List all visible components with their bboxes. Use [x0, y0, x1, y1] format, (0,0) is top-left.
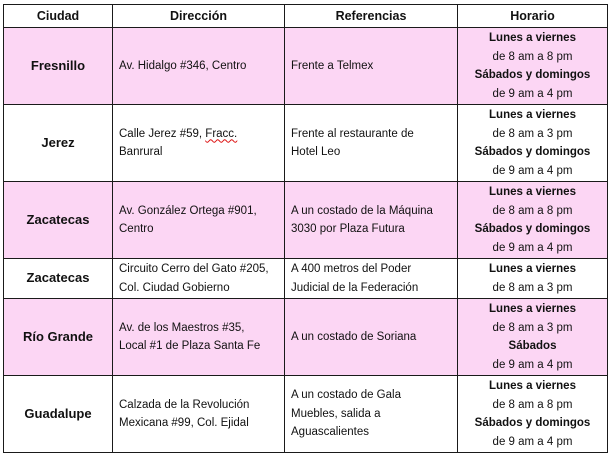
reference-line: A un costado de Gala: [291, 389, 401, 402]
header-horario: Horario: [458, 5, 608, 28]
header-direccion: Dirección: [113, 5, 285, 28]
schedule-time: de 9 am a 4 pm: [492, 358, 573, 371]
schedule-days: Lunes a viernes: [489, 32, 576, 44]
address-line: Calzada de la Revolución: [119, 398, 250, 411]
cell-direccion: [113, 259, 285, 299]
schedule-time: de 8 am a 8 pm: [492, 398, 573, 411]
reference-line: A 400 metros del Poder: [291, 263, 412, 275]
spellcheck-word: Fracc.: [205, 127, 238, 140]
schedule-time: de 8 am a 8 pm: [492, 204, 573, 217]
reference-line: Judicial de la Federación: [291, 281, 419, 294]
cell-horario: [458, 28, 608, 105]
reference-line: A un costado de Soriana: [291, 330, 417, 343]
cell-direccion: [113, 182, 285, 259]
schedule-days: Lunes a viernes: [489, 263, 576, 275]
cell-direccion: [113, 376, 285, 453]
address-line: Av. Hidalgo #346, Centro: [119, 59, 247, 72]
schedule-time: de 9 am a 4 pm: [492, 435, 573, 448]
schedule-time: de 8 am a 3 pm: [492, 281, 573, 294]
table-row: [4, 376, 608, 453]
schedule-time: de 9 am a 4 pm: [492, 164, 573, 177]
cell-horario: [458, 259, 608, 299]
cell-ciudad: Jerez: [4, 105, 113, 182]
cell-horario: [458, 376, 608, 453]
header-ciudad: Ciudad: [4, 5, 113, 28]
address-line: Banrural: [119, 146, 163, 158]
cell-referencias: [285, 105, 458, 182]
reference-line: Muebles, salida a: [291, 407, 381, 420]
address-line: Local #1 de Plaza Santa Fe: [119, 340, 261, 352]
address-line: Col. Ciudad Gobierno: [119, 281, 230, 294]
cell-referencias: [285, 299, 458, 376]
cell-referencias: [285, 28, 458, 105]
reference-line: A un costado de la Máquina: [291, 204, 433, 217]
cell-ciudad: Fresnillo: [4, 28, 113, 105]
table-row: [4, 28, 608, 105]
schedule-days: Sábados y domingos: [474, 417, 591, 429]
cell-horario: [458, 105, 608, 182]
cell-ciudad: Zacatecas: [4, 182, 113, 259]
address-line: Calle Jerez #59, Fracc.: [119, 127, 238, 140]
reference-line: Frente al restaurante de: [291, 127, 414, 140]
cell-referencias: [285, 259, 458, 299]
schedule-days: Lunes a viernes: [489, 380, 576, 392]
schedule-time: de 9 am a 4 pm: [492, 87, 573, 100]
cell-referencias: [285, 376, 458, 453]
schedule-time: de 8 am a 3 pm: [492, 127, 573, 140]
branch-schedule-table: [3, 4, 608, 453]
cell-direccion: [113, 299, 285, 376]
address-line: Mexicana #99, Col. Ejidal: [119, 417, 249, 429]
reference-line: Aguascalientes: [291, 426, 369, 439]
cell-ciudad: Río Grande: [4, 299, 113, 376]
address-line: Centro: [119, 223, 154, 235]
reference-line: 3030 por Plaza Futura: [291, 223, 405, 235]
schedule-days: Sábados y domingos: [474, 146, 591, 158]
table-row: [4, 105, 608, 182]
cell-horario: [458, 299, 608, 376]
schedule-time: de 8 am a 8 pm: [492, 50, 573, 63]
address-line: Circuito Cerro del Gato #205,: [119, 263, 269, 275]
table-row: [4, 259, 608, 299]
cell-referencias: [285, 182, 458, 259]
header-referencias: Referencias: [285, 5, 458, 28]
address-line: Av. de los Maestros #35,: [119, 321, 245, 334]
schedule-time: de 9 am a 4 pm: [492, 241, 573, 254]
schedule-days: Lunes a viernes: [489, 186, 576, 198]
reference-line: Frente a Telmex: [291, 59, 374, 72]
table-header-row: [4, 5, 608, 28]
schedule-time: de 8 am a 3 pm: [492, 321, 573, 334]
table-row: [4, 299, 608, 376]
schedule-days: Sábados y domingos: [474, 223, 591, 235]
table-row: [4, 182, 608, 259]
reference-line: Hotel Leo: [291, 146, 341, 158]
schedule-days: Sábados: [508, 340, 557, 352]
cell-ciudad: Guadalupe: [4, 376, 113, 453]
schedule-days: Lunes a viernes: [489, 303, 576, 315]
cell-direccion: [113, 28, 285, 105]
cell-horario: [458, 182, 608, 259]
schedule-days: Lunes a viernes: [489, 109, 576, 121]
schedule-days: Sábados y domingos: [474, 69, 591, 81]
address-line: Av. González Ortega #901,: [119, 204, 257, 217]
cell-direccion: [113, 105, 285, 182]
cell-ciudad: Zacatecas: [4, 259, 113, 299]
